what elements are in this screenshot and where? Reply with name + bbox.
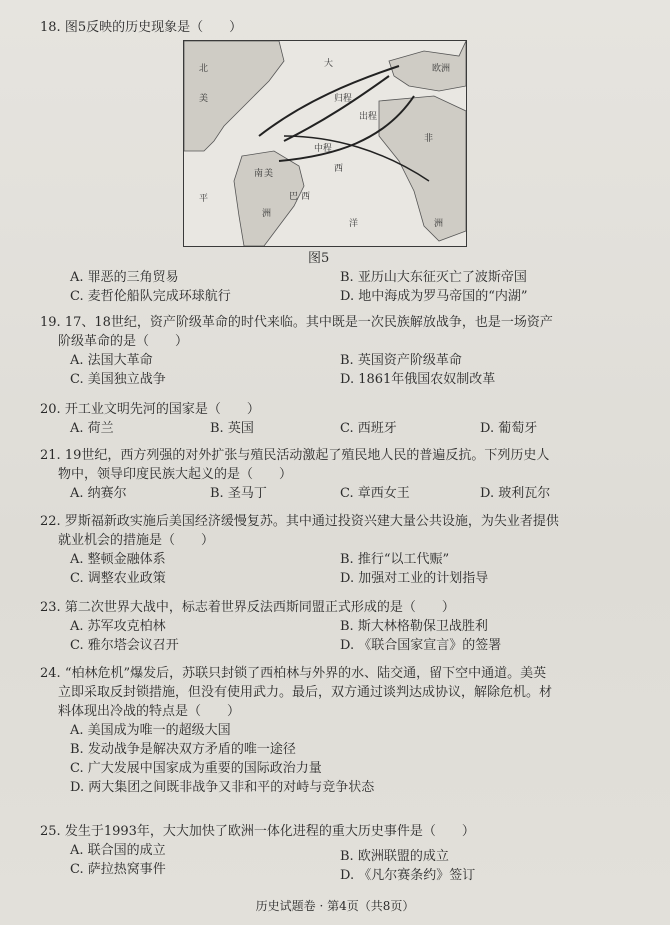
- question-24: [40, 664, 655, 797]
- question-stem-cont: 就业机会的措施是（ ）: [58, 533, 215, 548]
- map-svg: [184, 41, 466, 246]
- map-label-ba: 巴: [289, 192, 299, 202]
- question-20: [40, 400, 655, 438]
- option-c[interactable]: C. 雅尔塔会议召开: [70, 638, 179, 653]
- option-c[interactable]: C. 章西女王: [340, 486, 410, 501]
- question-stem-cont: 料体现出冷战的特点是（ ）: [58, 704, 241, 719]
- question-stem: 发生于1993年，大大加快了欧洲一体化进程的重大历史事件是（ ）: [64, 824, 475, 839]
- map-label-ocean: 大: [324, 59, 334, 69]
- option-b[interactable]: B. 发动战争是解决双方矛盾的唯一途径: [70, 742, 296, 757]
- africa-shape: [379, 96, 466, 241]
- question-stem: 图5反映的历史现象是（ ）: [64, 20, 243, 35]
- map-label-africa: 非: [424, 134, 434, 144]
- map-label-south: 南: [254, 169, 264, 179]
- question-number: 25.: [40, 824, 61, 839]
- map-label-zhou: 洲: [262, 209, 272, 219]
- return-route: [259, 66, 399, 136]
- option-c[interactable]: C. 美国独立战争: [70, 372, 166, 387]
- figure-caption: 图5: [308, 251, 330, 266]
- triangle-trade-map: [183, 40, 467, 247]
- question-number: 19.: [40, 315, 61, 330]
- option-b[interactable]: B. 圣马丁: [210, 486, 267, 501]
- question-stem: 19世纪，西方列强的对外扩张与殖民活动激起了殖民地人民的普遍反抗。下列历史人: [64, 448, 550, 463]
- option-d[interactable]: D. 地中海成为罗马帝国的“内湖”: [340, 289, 528, 304]
- map-label-ping: 平: [199, 194, 209, 204]
- question-stem-cont: 立即采取反封锁措施，但没有使用武力。最后，双方通过谈判达成协议，解除危机。材: [58, 685, 553, 700]
- option-b[interactable]: B. 欧洲联盟的成立: [340, 849, 449, 864]
- option-a[interactable]: A. 联合国的成立: [70, 843, 166, 858]
- option-c[interactable]: C. 广大发展中国家成为重要的国际政治力量: [70, 761, 322, 776]
- option-d[interactable]: D. 玻利瓦尔: [480, 486, 551, 501]
- map-label-middle: 中程: [314, 144, 333, 154]
- map-label-return: 归程: [334, 94, 353, 104]
- question-stem: 开工业文明先河的国家是（ ）: [64, 402, 260, 417]
- option-a[interactable]: A. 荷兰: [70, 421, 114, 436]
- question-number: 20.: [40, 402, 61, 417]
- question-19: [40, 313, 655, 389]
- option-c[interactable]: C. 调整农业政策: [70, 571, 166, 586]
- option-d[interactable]: D. 《联合国家宣言》的签署: [340, 638, 502, 653]
- option-b[interactable]: B. 英国资产阶级革命: [340, 353, 462, 368]
- question-number: 24.: [40, 666, 61, 681]
- question-stem: 第二次世界大战中，标志着世界反法西斯同盟正式形成的是（ ）: [64, 600, 455, 615]
- option-b[interactable]: B. 亚历山大东征灭亡了波斯帝国: [340, 270, 527, 285]
- option-a[interactable]: A. 法国大革命: [70, 353, 153, 368]
- map-label-north: 北: [199, 64, 209, 74]
- question-number: 18.: [40, 20, 61, 35]
- europe-shape: [389, 41, 466, 91]
- question-number: 22.: [40, 514, 61, 529]
- map-label-mei: 美: [264, 169, 274, 179]
- question-25: [40, 822, 655, 883]
- question-stem: 17、18世纪，资产阶级革命的时代来临。其中既是一次民族解放战争，也是一场资产: [64, 315, 553, 330]
- option-a[interactable]: A. 美国成为唯一的超级大国: [70, 723, 231, 738]
- map-label-europe: 欧洲: [432, 64, 451, 74]
- question-18: [40, 18, 655, 37]
- option-b[interactable]: B. 推行“以工代赈”: [340, 552, 450, 567]
- option-a[interactable]: A. 整顿金融体系: [70, 552, 166, 567]
- option-c[interactable]: C. 麦哲伦船队完成环球航行: [70, 289, 231, 304]
- option-a[interactable]: A. 苏军攻克柏林: [70, 619, 166, 634]
- question-22: [40, 512, 655, 588]
- question-23: [40, 598, 655, 655]
- option-d[interactable]: D. 加强对工业的计划指导: [340, 571, 489, 586]
- question-stem-cont: 物中，领导印度民族大起义的是（ ）: [58, 467, 293, 482]
- option-d[interactable]: D. 两大集团之间既非战争又非和平的对峙与竞争状态: [70, 780, 375, 795]
- option-b[interactable]: B. 英国: [210, 421, 254, 436]
- option-d[interactable]: D. 葡萄牙: [480, 421, 538, 436]
- question-stem: 罗斯福新政实施后美国经济缓慢复苏。其中通过投资兴建大量公共设施，为失业者提供: [64, 514, 559, 529]
- map-label-fei-zhou: 洲: [434, 219, 444, 229]
- option-d[interactable]: D. 《凡尔赛条约》签订: [340, 868, 476, 883]
- map-label-west: 西: [334, 164, 344, 174]
- question-stem: “柏林危机”爆发后，苏联只封锁了西柏林与外界的水、陆交通，留下空中通道。美英: [64, 666, 547, 681]
- question-18-options: [40, 268, 655, 306]
- question-21: [40, 446, 655, 503]
- map-label-outbound: 出程: [359, 112, 378, 122]
- option-d[interactable]: D. 1861年俄国农奴制改革: [340, 372, 496, 387]
- map-label-xi: 西: [301, 192, 311, 202]
- option-c[interactable]: C. 西班牙: [340, 421, 397, 436]
- map-label-america: 美: [199, 94, 209, 104]
- question-number: 21.: [40, 448, 61, 463]
- page-footer: 历史试题卷 · 第4页（共8页）: [255, 899, 415, 913]
- option-b[interactable]: B. 斯大林格勒保卫战胜利: [340, 619, 488, 634]
- map-label-yang: 洋: [349, 219, 359, 229]
- question-number: 23.: [40, 600, 61, 615]
- question-stem-cont: 阶级革命的是（ ）: [58, 334, 189, 349]
- option-a[interactable]: A. 纳赛尔: [70, 486, 127, 501]
- option-c[interactable]: C. 萨拉热窝事件: [70, 862, 166, 877]
- option-a[interactable]: A. 罪恶的三角贸易: [70, 270, 179, 285]
